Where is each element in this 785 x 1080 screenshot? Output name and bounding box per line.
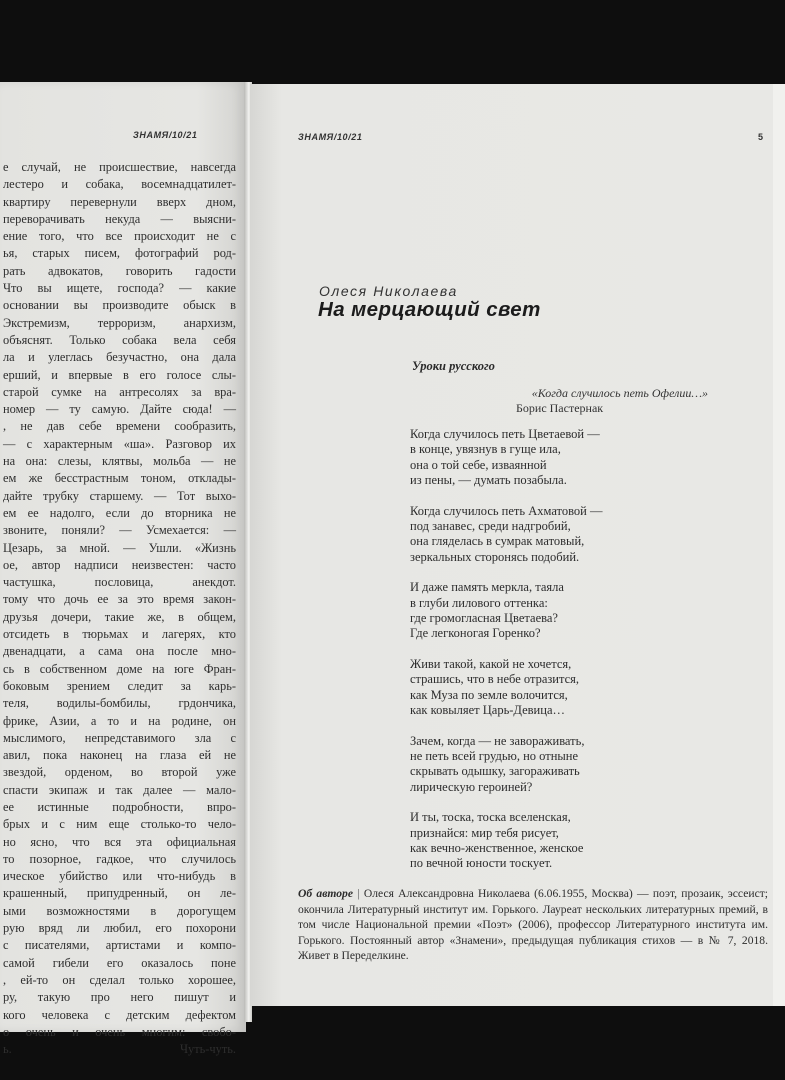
- poem-line: Когда случилось петь Ахматовой —: [410, 503, 603, 518]
- poem-line: Зачем, когда — не завораживать,: [410, 733, 585, 748]
- poem-line: не петь всей грудью, но отныне: [410, 749, 579, 764]
- left-text-line: мыслимого, непредставимого зла с: [3, 730, 236, 745]
- left-text-line: старой сумке на антресолях за вра-: [3, 384, 236, 399]
- left-text-line: номер — ту самую. Дайте сюда! —: [3, 402, 236, 417]
- left-text-line: кого человека с детским дефектом: [3, 1007, 236, 1022]
- epigraph-source: Борис Пастернак: [516, 401, 604, 415]
- poem-line: Где легконогая Горенко?: [410, 626, 541, 641]
- about-author-separator: |: [357, 887, 360, 900]
- poem-line: в конце, увязнув в гуще ила,: [410, 442, 561, 457]
- about-author-label: Об авторе: [298, 887, 353, 900]
- left-text-line: ем же бесстрастным тоном, отклады-: [3, 471, 236, 486]
- left-text-line: объяснят. Только собака вела себя: [3, 332, 236, 347]
- left-text-line: ее истинные подробности, впро-: [3, 799, 236, 814]
- poem-line: Живи такой, какой не хочется,: [410, 657, 572, 672]
- poem-line: Когда случилось петь Цветаевой —: [410, 427, 600, 441]
- left-text-line: крашенный, припудренный, он ле-: [3, 886, 236, 901]
- left-text-line: ыми возможностями в дорогущем: [3, 903, 236, 918]
- left-text-line: отсидеть в тюрьмах и лагерях, кто: [3, 627, 236, 642]
- poem-line: И даже память меркла, таяла: [410, 580, 564, 595]
- left-text-line: брых и с ним еще столько-то чело-: [3, 817, 236, 832]
- left-text-line: ла и улеглась безучастно, она дала: [3, 350, 236, 365]
- left-text-line: рую вряд ли любил, его похорони: [3, 921, 236, 936]
- left-text-line: , не дав себе времени сообразить,: [3, 419, 236, 434]
- poem-line: И ты, тоска, тоска вселенская,: [410, 810, 571, 825]
- poem-line: как ковыляет Царь-Девица…: [410, 702, 565, 717]
- left-text-line: рать адвокатов, говорить гадости: [3, 263, 236, 278]
- left-text-line: частушка, пословица, анекдот.: [3, 575, 236, 590]
- left-text-line: теля, водилы-бомбилы, грдончика,: [3, 696, 236, 711]
- left-text-line: сь в собственном доме на юге Фран-: [3, 661, 236, 676]
- poem-line: по вечной юности тоскует.: [410, 856, 553, 871]
- left-text-line: фрике, Азии, а то и на родине, он: [3, 713, 236, 728]
- poem-line: она о той себе, изваянной: [410, 457, 547, 472]
- left-text-line: ем ее надолго, если до вторника не: [3, 505, 236, 520]
- poem-stanza: [410, 734, 710, 795]
- poem-line: зеркальных сторонясь подобий.: [410, 549, 580, 564]
- left-page-body-text: [0, 159, 236, 1058]
- about-author: [298, 886, 768, 964]
- left-text-line: квартиру перевернули вверх дном,: [3, 194, 236, 209]
- left-text-line: переворачивать некуда — выясни-: [3, 211, 236, 226]
- poem-line: признайся: мир тебя рисует,: [410, 825, 559, 840]
- left-text-line: е случай, не происшествие, навсегда: [3, 160, 236, 174]
- poem-line: где громогласная Цветаева?: [410, 610, 558, 625]
- left-text-line: боковым зрением следит за карь-: [3, 678, 236, 693]
- left-text-line: лестеро и собака, восемнадцатилет-: [3, 177, 236, 192]
- left-text-line: но ясно, что вся эта официальная: [3, 834, 236, 849]
- author-name: Олеся Николаева: [319, 283, 458, 299]
- left-text-line: тому что дочь ее за это время закон-: [3, 592, 236, 607]
- left-text-line: ру, такую про него пишут и: [3, 990, 236, 1005]
- left-text-line: звоните, поняли? — Усмехается: —: [3, 523, 236, 538]
- left-text-line: ение того, что все происходит не с: [3, 229, 236, 244]
- cycle-title: Уроки русского: [412, 359, 495, 373]
- left-text-line: спасти экипаж и так далее — мало-: [3, 782, 236, 797]
- left-text-line: о очень и очень многим: свобо-: [3, 1024, 236, 1039]
- left-text-line: ерший, и впервые в его голосе слы-: [3, 367, 236, 382]
- poem-line: лирическую героиней?: [410, 779, 533, 794]
- about-author-text: Олеся Александровна Николаева (6.06.1955, Москва) — поэт, прозаик, эссеист; окончила Литературный институт им. Горького. Лауреат нескольких литературных премий, в том числе Национальной премии «Поэт» (2006), профессор Литературного института им. Горького. Постоянный автор «Знамени», предыдущая публикация стихов — в № 7, 2018. Живет в Переделкине.: [298, 887, 768, 963]
- left-text-line: ическое убийство или что-нибудь в: [3, 869, 236, 884]
- page-number: 5: [758, 132, 764, 142]
- left-text-line: звездой, орденом, во второй уже: [3, 765, 236, 780]
- poem-line: под занавес, среди надгробий,: [410, 518, 571, 533]
- left-text-line: ья, старых писем, фотографий род-: [3, 246, 236, 261]
- left-text-line: дайте трубку старшему. — Тот выхо-: [3, 488, 236, 503]
- left-text-line: — с характерным «ша». Разговор их: [3, 436, 236, 451]
- article-title: На мерцающий свет: [318, 298, 541, 321]
- poem-line: в глуби лилового оттенка:: [410, 595, 548, 610]
- left-text-line: с писателями, артистами и компо-: [3, 938, 236, 953]
- left-text-line: авил, пока наконец на глаза ей не: [3, 748, 236, 763]
- poem-stanza: [410, 810, 710, 871]
- left-text-line: самой гибели его оказалось поне: [3, 955, 236, 970]
- left-text-line: двенадцати, а сама она после мно-: [3, 644, 236, 659]
- next-page-edge: [773, 84, 785, 1006]
- left-text-line: друзья дочери, такие же, в общем,: [3, 609, 236, 624]
- poem-stanza: [410, 657, 710, 718]
- left-page: [0, 82, 246, 1057]
- poem-line: скрывать одышку, загораживать: [410, 764, 580, 779]
- poem-stanza: [410, 504, 710, 565]
- left-text-line: Экстремизм, терроризм, анархизм,: [3, 315, 236, 330]
- poem: [410, 427, 710, 887]
- left-text-line: то позорное, гадкое, что случилось: [3, 851, 236, 866]
- poem-stanza: [410, 580, 710, 641]
- poem-line: она гляделась в сумрак матовый,: [410, 534, 585, 549]
- right-running-header: ЗНАМЯ/10/21: [298, 132, 363, 142]
- left-text-line: , ей-то он сделал только хорошее,: [3, 972, 236, 987]
- epigraph: [476, 386, 708, 416]
- poem-stanza: [410, 427, 710, 488]
- left-text-line: ое, автор надписи неизвестен: часто: [3, 557, 236, 572]
- left-running-header: ЗНАМЯ/10/21: [133, 130, 198, 140]
- left-text-line: Цезарь, за мной. — Ушли. «Жизнь: [3, 540, 236, 555]
- left-text-line: ь. Чуть-чуть.: [3, 1042, 236, 1057]
- poem-line: страшись, что в небе отразится,: [410, 672, 580, 687]
- epigraph-quote: «Когда случилось петь Офелии…»: [531, 386, 708, 400]
- poem-line: как Муза по земле волочится,: [410, 687, 568, 702]
- poem-line: из пены, — думать позабыла.: [410, 472, 567, 487]
- left-text-line: основании вы производите обыск в: [3, 298, 236, 313]
- right-page: [250, 84, 785, 1006]
- poem-line: как вечно-женственное, женское: [410, 841, 584, 856]
- left-text-line: на она: слезы, клятвы, мольба — не: [3, 454, 236, 469]
- left-text-line: Что вы ищете, господа? — какие: [3, 281, 236, 296]
